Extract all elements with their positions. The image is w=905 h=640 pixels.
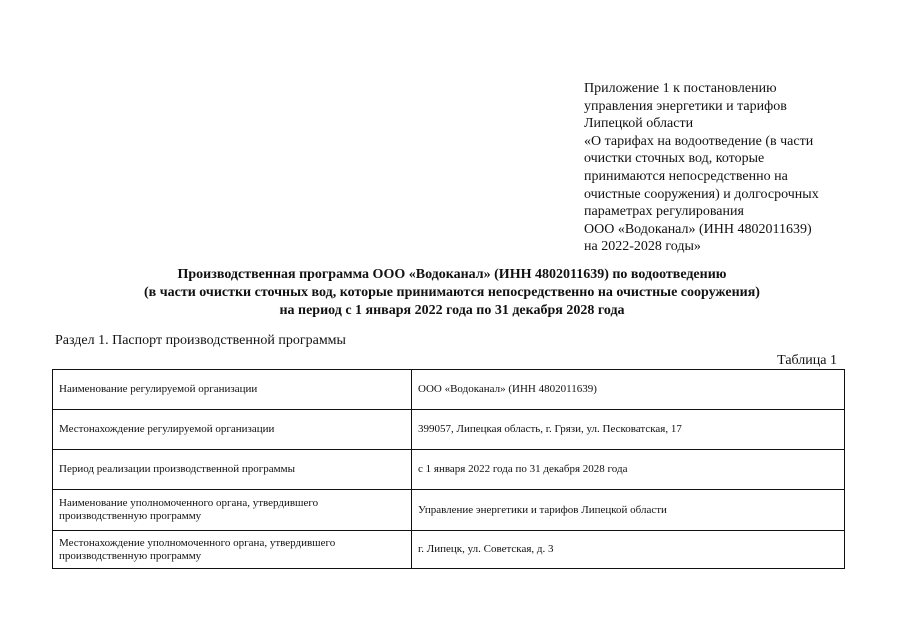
row-value: с 1 января 2022 года по 31 декабря 2028 года — [412, 450, 845, 490]
appendix-line: «О тарифах на водоотведение (в части — [584, 133, 814, 149]
title-line-2: (в части очистки сточных вод, которые принимаются непосредственно на очистные сооружения) — [144, 285, 760, 300]
row-value: ООО «Водоканал» (ИНН 4802011639) — [412, 370, 845, 410]
table-row — [53, 450, 845, 490]
section-heading: Раздел 1. Паспорт производственной программы — [55, 333, 346, 348]
appendix-line: очистки сточных вод, которые — [584, 151, 765, 167]
row-label: Период реализации производственной программы — [53, 450, 412, 490]
row-label: Местонахождение уполномоченного органа, утвердившего производственную программу — [53, 531, 412, 569]
appendix-line: очистные сооружения) и долгосрочных — [584, 186, 819, 202]
appendix-block — [584, 80, 884, 256]
row-label: Наименование регулируемой организации — [53, 370, 412, 410]
table-row — [53, 531, 845, 569]
passport-table — [52, 369, 845, 569]
title-line-3: на период с 1 января 2022 года по 31 декабря 2028 года — [279, 303, 625, 318]
row-value: Управление энергетики и тарифов Липецкой области — [412, 490, 845, 531]
row-value: 399057, Липецкая область, г. Грязи, ул. Песковатская, 17 — [412, 410, 845, 450]
appendix-line: на 2022-2028 годы» — [584, 239, 701, 255]
appendix-line: параметрах регулирования — [584, 204, 744, 220]
title-line-1: Производственная программа ООО «Водоканал» (ИНН 4802011639) по водоотведению — [177, 267, 727, 282]
appendix-line: Приложение 1 к постановлению — [584, 81, 777, 96]
appendix-line: Липецкой области — [584, 116, 694, 132]
table-label: Таблица 1 — [777, 353, 837, 368]
row-label: Наименование уполномоченного органа, утвердившего производственную программу — [53, 490, 412, 531]
table-row — [53, 490, 845, 531]
table-row — [53, 370, 845, 410]
row-value: г. Липецк, ул. Советская, д. 3 — [412, 531, 845, 569]
table-row — [53, 410, 845, 450]
row-label: Местонахождение регулируемой организации — [53, 410, 412, 450]
appendix-line: ООО «Водоканал» (ИНН 4802011639) — [584, 221, 812, 237]
document-title — [52, 266, 852, 320]
appendix-line: управления энергетики и тарифов — [584, 98, 787, 114]
appendix-line: принимаются непосредственно на — [584, 168, 788, 184]
